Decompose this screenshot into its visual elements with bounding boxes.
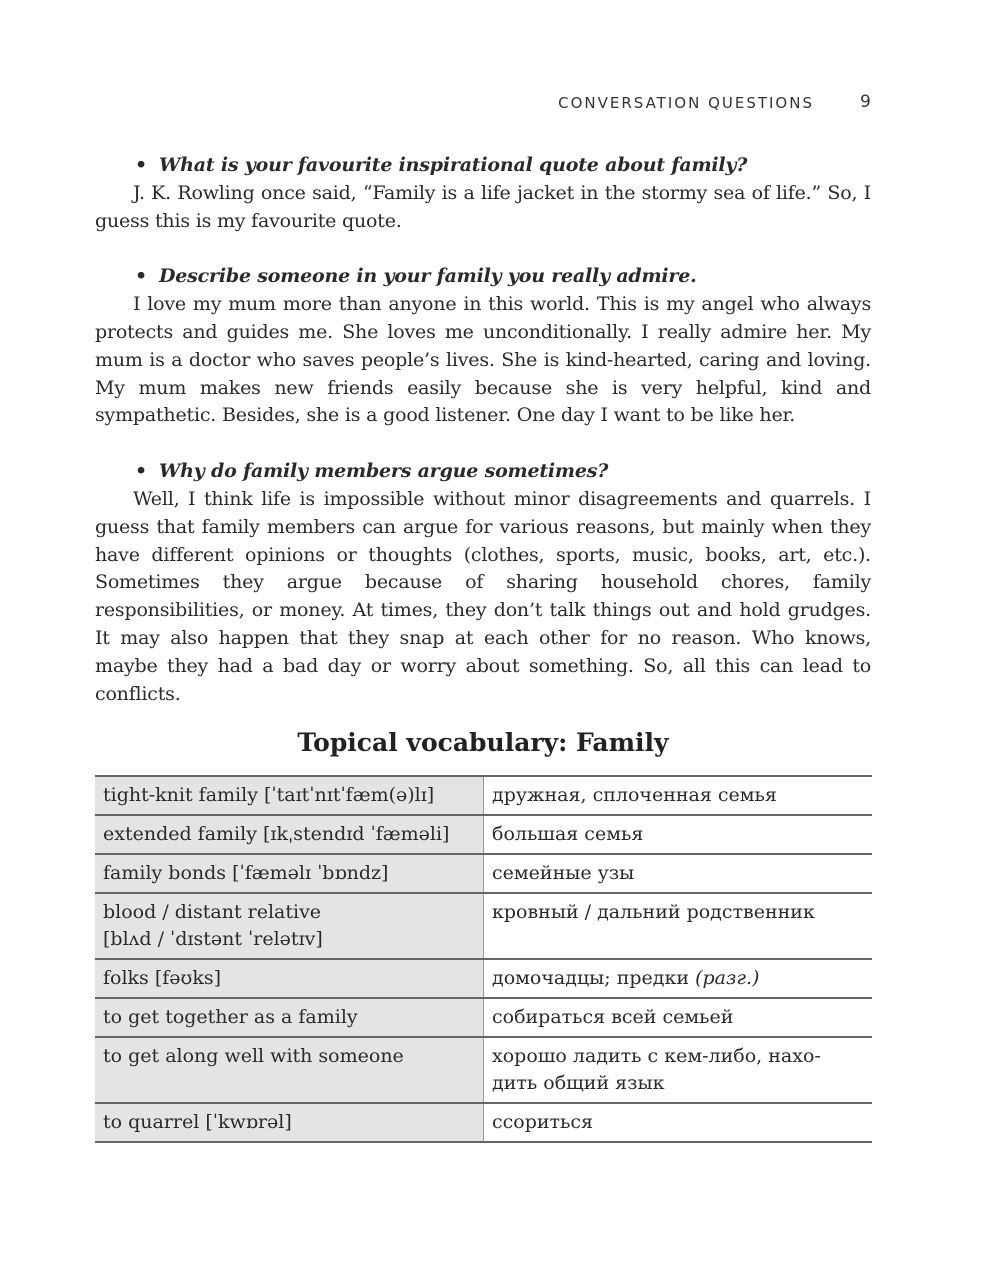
vocabulary-title: Topical vocabulary: Family xyxy=(297,728,669,757)
usage-note: (разг.) xyxy=(695,967,760,989)
vocabulary-row xyxy=(95,815,872,854)
russian-translation xyxy=(484,815,873,854)
english-term: family bonds [ˈfæməlɪ ˈbɒndz] xyxy=(95,854,484,893)
translation-text: ссориться xyxy=(492,1111,594,1133)
translation-text: домочадцы; предки xyxy=(492,967,696,989)
russian-translation xyxy=(484,998,873,1037)
question: • Why do family members argue sometimes? xyxy=(95,458,871,486)
english-term: to quarrel [ˈkwɒrəl] xyxy=(95,1103,484,1142)
russian-translation xyxy=(484,1103,873,1142)
question-section xyxy=(95,263,871,430)
translation-text: большая семья xyxy=(492,823,644,845)
conversation-questions xyxy=(95,152,871,736)
running-title: CONVERSATION QUESTIONS xyxy=(558,94,814,112)
vocabulary-row xyxy=(95,959,872,998)
bullet-icon: • xyxy=(135,154,147,176)
answer: I love my mum more than anyone in this world. This is my angel who always protects and guides me. She loves me unconditionally. I really admire her. My mum is a doctor who saves people’s lives. She is kind-hearted, caring and loving. My mum makes new friends easily because she is very helpful, kind and sympathetic. Besides, she is a good listener. One day I want to be like her. xyxy=(95,293,871,427)
russian-translation xyxy=(484,1037,873,1103)
translation-text: собираться всей семьей xyxy=(492,1006,734,1028)
page-number: 9 xyxy=(860,92,871,112)
english-term: to get together as a family xyxy=(95,998,484,1037)
bullet-icon: • xyxy=(135,265,147,288)
russian-translation xyxy=(484,959,873,998)
vocabulary-row xyxy=(95,854,872,893)
english-term: blood / distant relative [blʌd / ˈdɪstənt ˈrelətɪv] xyxy=(95,893,484,959)
vocabulary-row xyxy=(95,776,872,815)
translation-text: хорошо ладить с кем-либо, нахо- дить общий язык xyxy=(492,1045,821,1094)
vocabulary-row xyxy=(95,1103,872,1142)
english-term: folks [fəʊks] xyxy=(95,959,484,998)
question-section xyxy=(95,152,871,235)
page-header xyxy=(0,94,1000,118)
english-term: extended family [ɪkˌstendɪd ˈfæməli] xyxy=(95,815,484,854)
vocabulary-row xyxy=(95,1037,872,1103)
translation-text: кровный / дальний родственник xyxy=(492,901,815,923)
translation-text: семейные узы xyxy=(492,862,635,884)
answer: J. K. Rowling once said, “Family is a life jacket in the stormy sea of life.” So, I guess this is my favourite quote. xyxy=(95,181,871,232)
vocabulary-row xyxy=(95,893,872,959)
russian-translation xyxy=(484,893,873,959)
question-section xyxy=(95,458,871,708)
answer: Well, I think life is impossible without minor disagreements and quarrels. I guess that family members can argue for various reasons, but mainly when they have different opinions or thoughts (clothes, sports, music, books, art, etc.). Sometimes they argue because of sharing household chores, family responsibilities, or money. At times, they don’t talk things out and hold grudges. It may also happen that they snap at each other for no reason. Who knows, maybe they had a bad day or worry about something. So, all this can lead to conflicts. xyxy=(95,487,871,705)
english-term: to get along well with someone xyxy=(95,1037,484,1103)
russian-translation xyxy=(484,854,873,893)
vocabulary-table xyxy=(95,775,872,1143)
question: • Describe someone in your family you really admire. xyxy=(95,263,871,291)
vocabulary-row xyxy=(95,998,872,1037)
english-term: tight-knit family [ˈtaɪtˈnɪtˈfæm(ə)lɪ] xyxy=(95,776,484,815)
translation-text: дружная, сплоченная семья xyxy=(492,784,777,806)
question: • What is your favourite inspirational quote about family? xyxy=(95,152,871,180)
russian-translation xyxy=(484,776,873,815)
bullet-icon: • xyxy=(135,460,147,483)
